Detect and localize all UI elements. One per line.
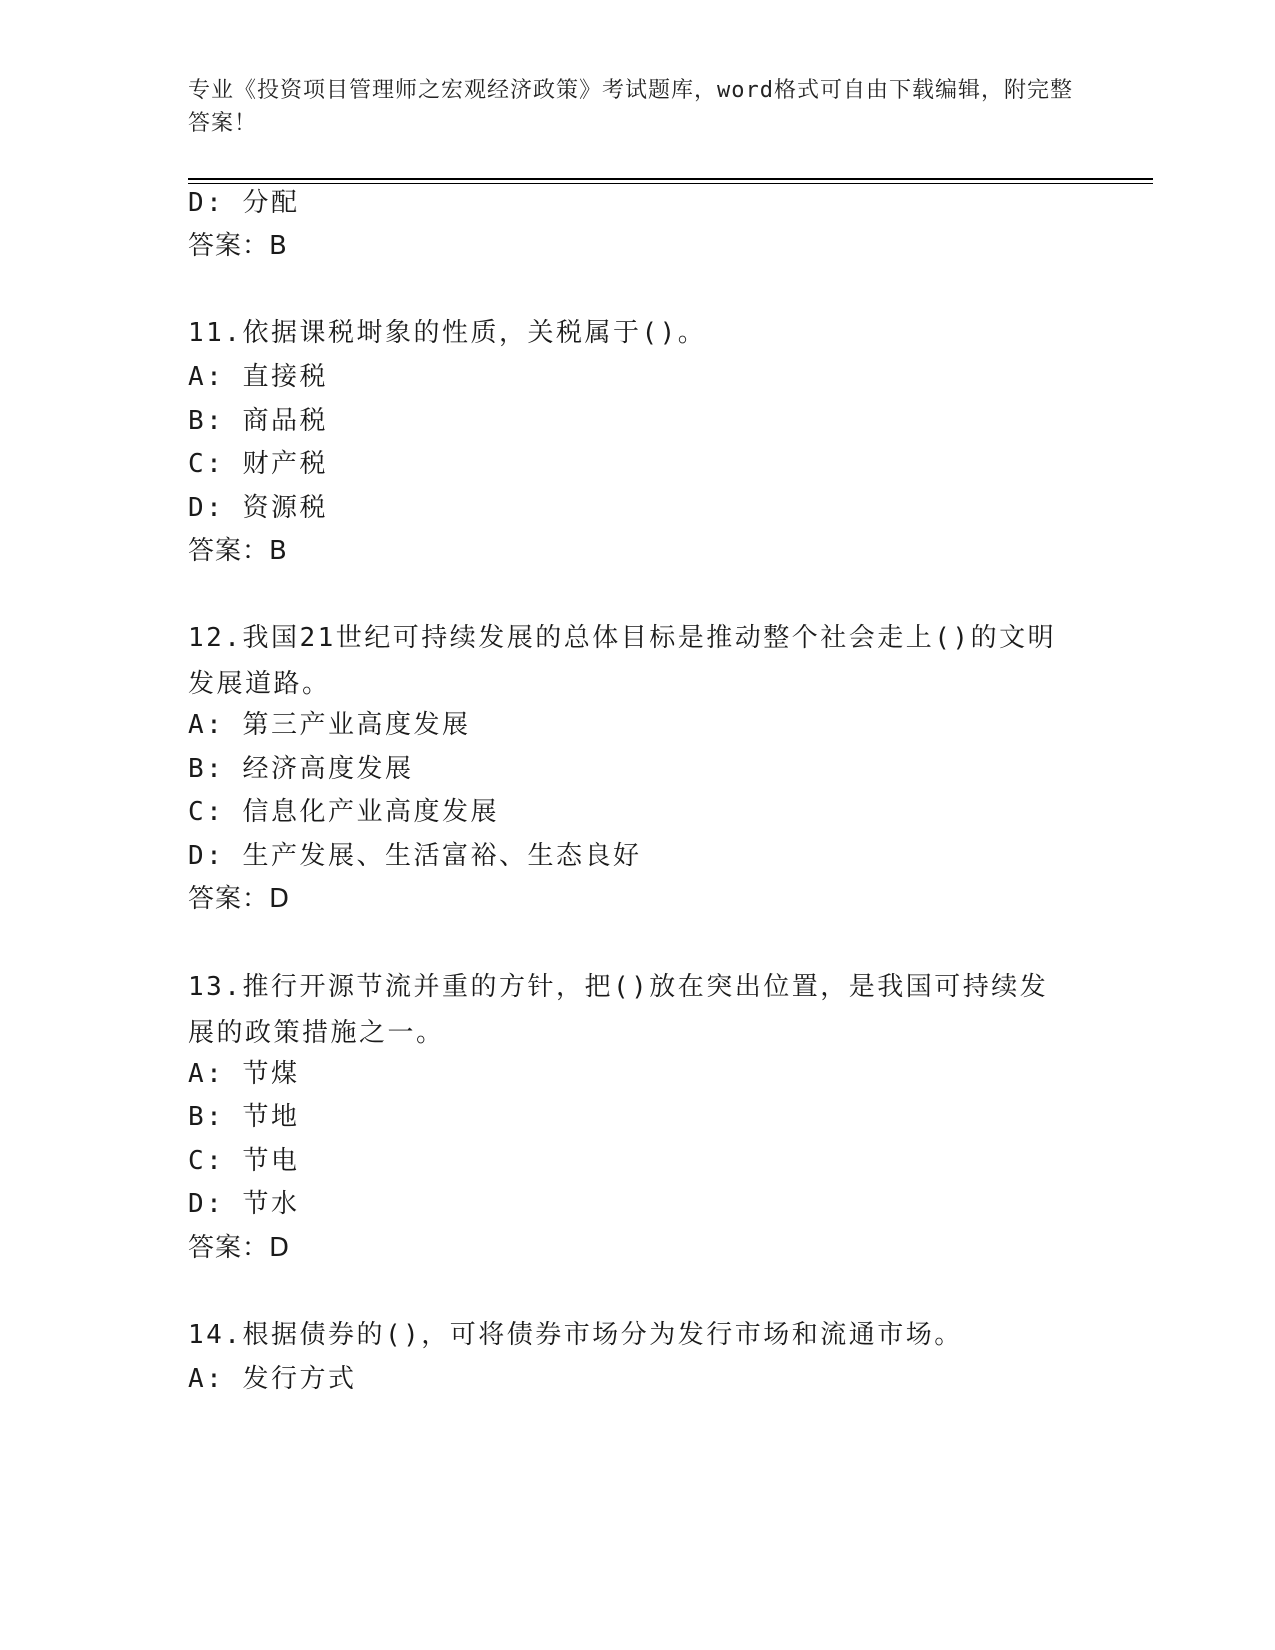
prev-answer: 答案：B: [188, 231, 288, 261]
q13-option-c: C: 节电: [188, 1146, 300, 1176]
q12-answer: 答案：D: [188, 884, 291, 914]
q13-option-d: D: 节水: [188, 1189, 300, 1219]
question-stem-11: 11.依据课税埘象的性质，关税属于()。: [188, 318, 707, 348]
q11-option-b: B: 商品税: [188, 406, 328, 436]
q14-option-a: A: 发行方式: [188, 1364, 357, 1394]
q12-option-c: C: 信息化产业高度发展: [188, 797, 499, 827]
q12-option-a: A: 第三产业高度发展: [188, 710, 471, 740]
question-stem-14: 14.根据债券的()，可将债券市场分为发行市场和流通市场。: [188, 1320, 963, 1350]
question-stem-12: 12.我国21世纪可持续发展的总体目标是推动整个社会走上()的文明发展道路。: [188, 623, 1057, 699]
q13-answer: 答案：D: [188, 1233, 291, 1263]
q13-option-b: B: 节地: [188, 1102, 300, 1132]
q12-option-d: D: 生产发展、生活富裕、生态良好: [188, 841, 642, 871]
prev-option-d: D: 分配: [188, 188, 300, 218]
q11-option-a: A: 直接税: [188, 362, 328, 392]
header-rule-thin: [188, 183, 1153, 184]
q11-option-d: D: 资源税: [188, 493, 328, 523]
q11-answer: 答案：B: [188, 536, 288, 566]
page-header: 专业《投资项目管理师之宏观经济政策》考试题库，word格式可自由下载编辑，附完整答案！: [188, 78, 1073, 136]
q11-option-c: C: 财产税: [188, 449, 328, 479]
q12-option-b: B: 经济高度发展: [188, 754, 414, 784]
question-stem-13: 13.推行开源节流并重的方针，把()放在突出位置，是我国可持续发展的政策措施之一。: [188, 972, 1049, 1048]
q13-option-a: A: 节煤: [188, 1059, 300, 1089]
header-rule-thick: [188, 178, 1153, 180]
